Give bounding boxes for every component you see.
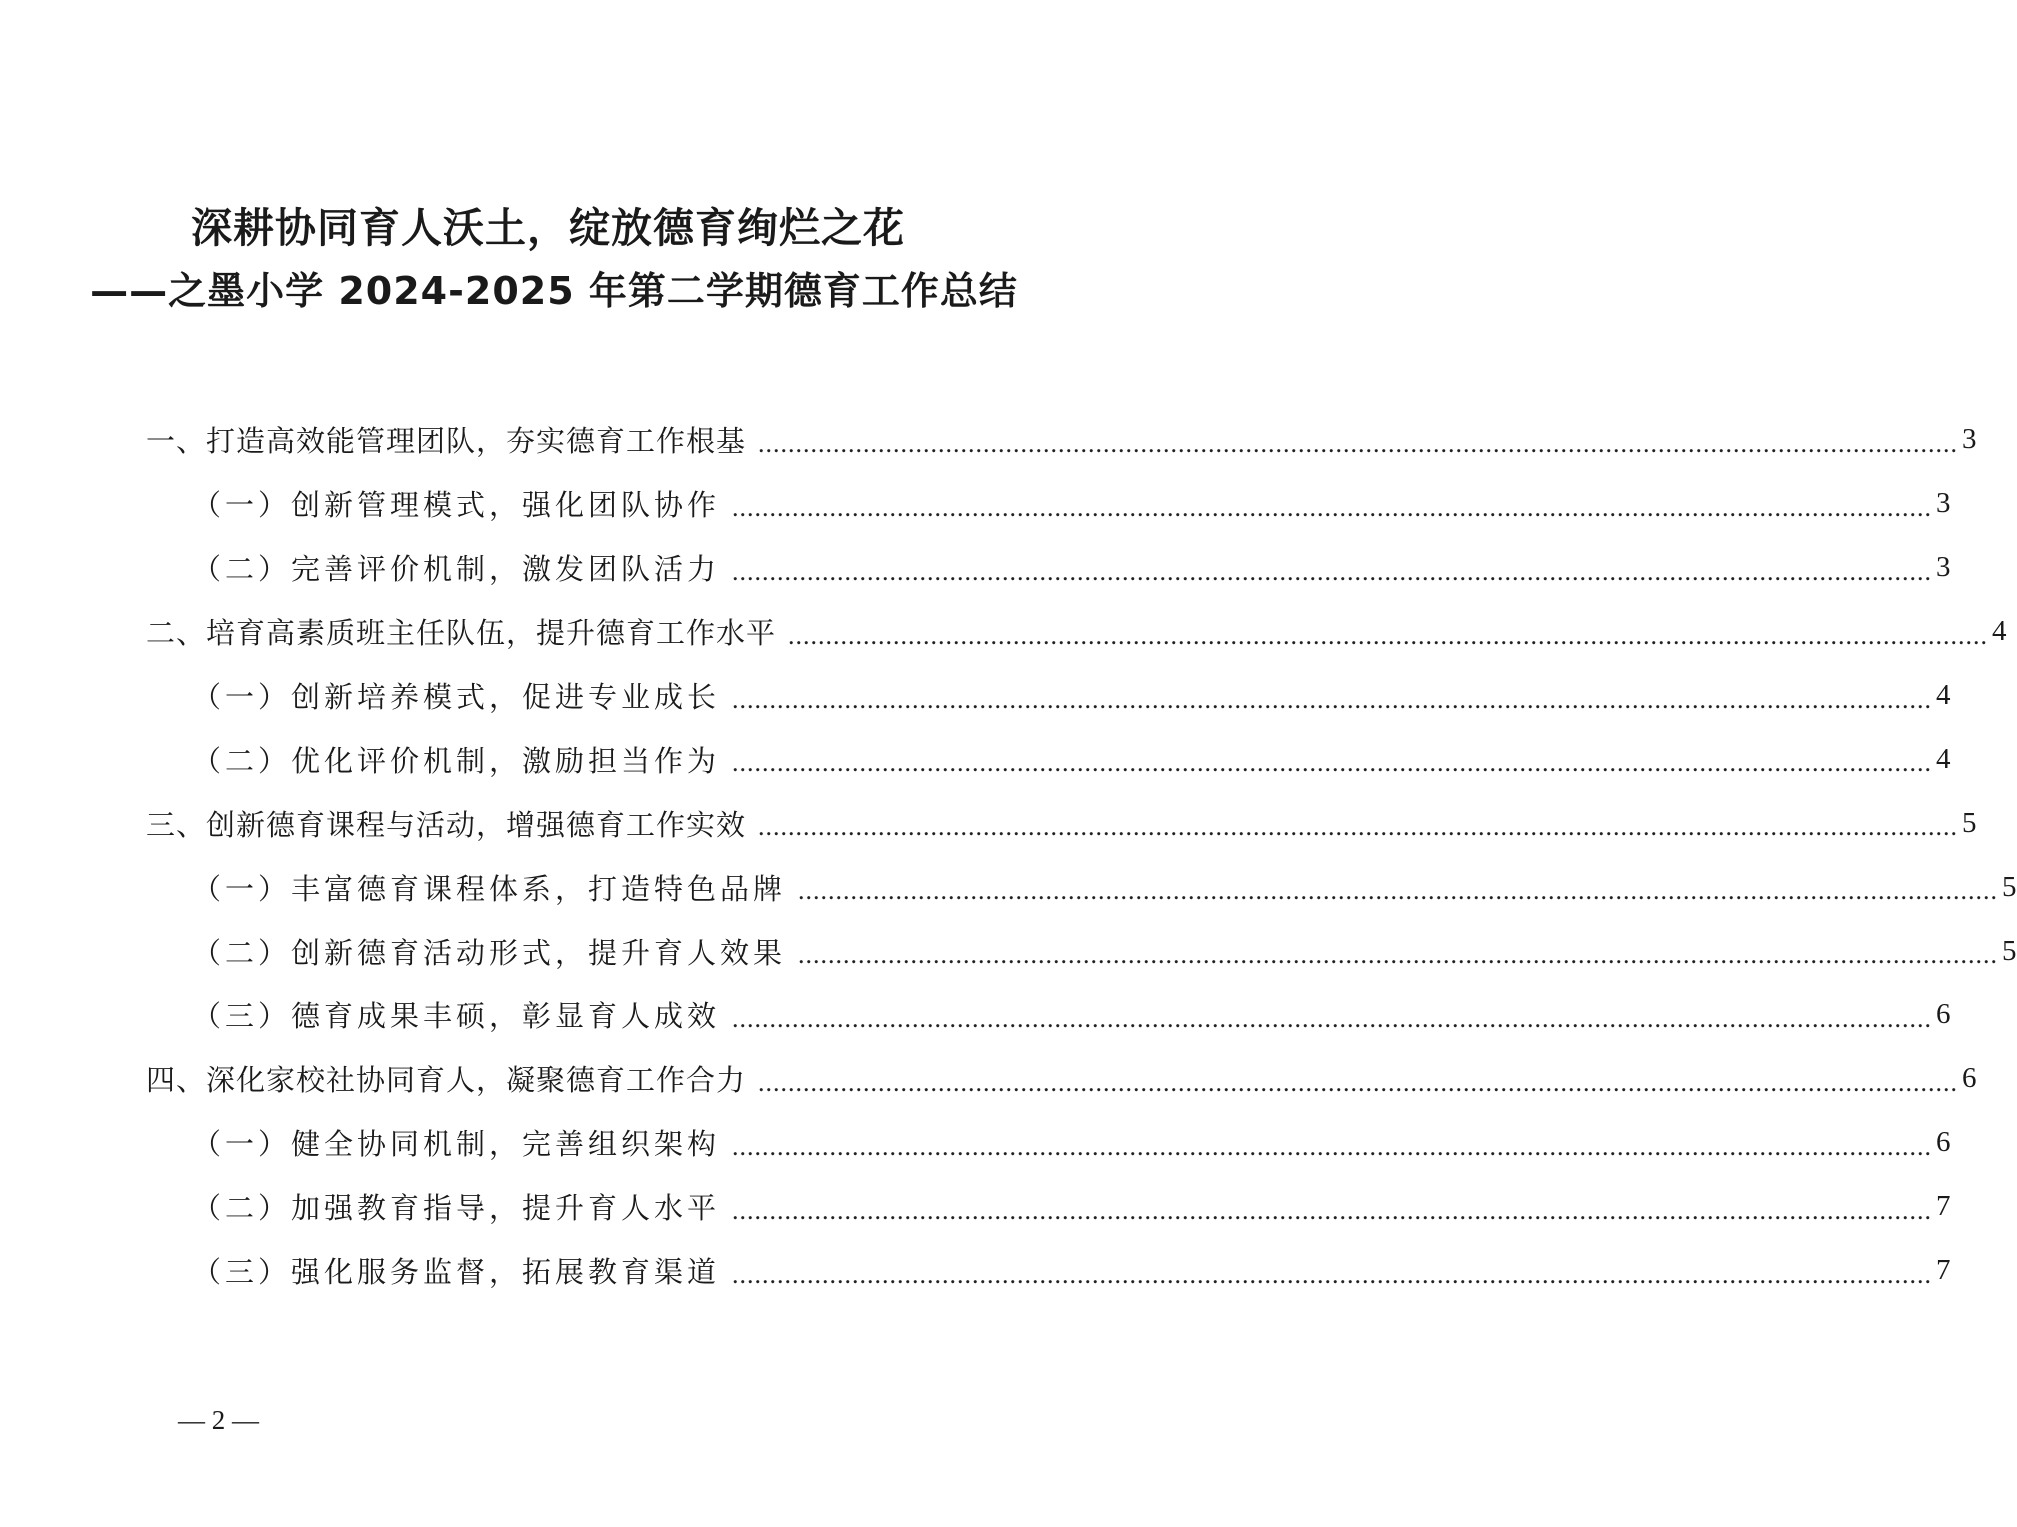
toc-page-number: 6 <box>1936 1126 1951 1159</box>
toc-entry-text: 三、创新德育课程与活动，增强德育工作实效 <box>146 807 747 842</box>
toc-subsection-heading <box>0 1175 1951 1239</box>
toc-page-number: 3 <box>1962 423 1977 456</box>
toc-dot-leader: ................................................................................................................................................................ <box>732 556 1933 586</box>
toc-page-number: 4 <box>1936 679 1951 711</box>
toc-dot-leader: ................................................................................................................................................................ <box>732 684 1933 714</box>
toc-dot-leader: ................................................................................................................................................................ <box>732 1003 1933 1033</box>
toc-dot-leader: ................................................................................................................................................................ <box>798 876 1999 906</box>
toc-entry-text: 二、培育高素质班主任队伍，提升德育工作水平 <box>146 616 777 651</box>
toc-page-number: 3 <box>1936 551 1951 584</box>
table-of-contents <box>0 408 2017 1302</box>
document-subtitle: ——之墨小学 2024-2025 年第二学期德育工作总结 <box>90 269 1018 313</box>
toc-dot-leader: ................................................................................................................................................................ <box>758 428 1959 458</box>
toc-subsection-heading <box>0 1239 1951 1303</box>
toc-section-heading <box>0 408 1977 472</box>
toc-entry-text: （三）强化服务监督，拓展教育渠道 <box>192 1255 721 1290</box>
toc-entry-text: （二）优化评价机制，激励担当作为 <box>192 743 721 778</box>
toc-section-heading <box>0 791 1977 855</box>
toc-section-heading <box>0 1047 1977 1111</box>
toc-page-number: 5 <box>2002 934 2017 967</box>
toc-subsection-heading <box>0 664 1951 728</box>
document-title: 深耕协同育人沃土，绽放德育绚烂之花 <box>191 204 905 252</box>
toc-page-number: 7 <box>1936 1190 1951 1223</box>
toc-entry-text: （一）创新管理模式，强化团队协作 <box>192 488 721 523</box>
toc-dot-leader: ................................................................................................................................................................ <box>732 748 1933 778</box>
toc-entry-text: （三）德育成果丰硕，彰显育人成效 <box>192 999 721 1034</box>
toc-dot-leader: ................................................................................................................................................................ <box>758 1067 1959 1097</box>
toc-entry-text: （一）创新培养模式，促进专业成长 <box>192 680 721 714</box>
toc-dot-leader: ................................................................................................................................................................ <box>788 620 1989 650</box>
toc-page-number: 6 <box>1962 1062 1977 1095</box>
toc-page-number: 5 <box>1962 806 1977 839</box>
toc-entry-text: （二）创新德育活动形式，提升育人效果 <box>192 935 787 970</box>
toc-entry-text: （一）丰富德育课程体系，打造特色品牌 <box>192 871 787 906</box>
toc-page-number: 4 <box>1992 615 2007 648</box>
toc-dot-leader: ................................................................................................................................................................ <box>732 1195 1933 1225</box>
toc-subsection-heading <box>0 1111 1951 1175</box>
page-number: — 2 — <box>178 1405 259 1435</box>
toc-section-heading <box>0 600 2007 664</box>
toc-entry-text: （一）健全协同机制，完善组织架构 <box>192 1127 721 1162</box>
toc-page-number: 3 <box>1936 487 1951 520</box>
toc-entry-text: （二）加强教育指导，提升育人水平 <box>192 1191 721 1226</box>
toc-subsection-heading <box>0 919 2017 983</box>
toc-subsection-heading <box>0 727 1951 791</box>
toc-entry-text: （二）完善评价机制，激发团队活力 <box>192 552 721 587</box>
toc-subsection-heading <box>0 472 1951 536</box>
toc-dot-leader: ................................................................................................................................................................ <box>732 492 1933 522</box>
toc-dot-leader: ................................................................................................................................................................ <box>732 1131 1933 1161</box>
toc-subsection-heading <box>0 855 2017 919</box>
toc-entry-text: 一、打造高效能管理团队，夯实德育工作根基 <box>146 424 747 459</box>
toc-page-number: 5 <box>2002 870 2017 903</box>
toc-dot-leader: ................................................................................................................................................................ <box>732 1259 1933 1289</box>
toc-dot-leader: ................................................................................................................................................................ <box>758 812 1959 842</box>
toc-page-number: 7 <box>1936 1254 1951 1287</box>
toc-entry-text: 四、深化家校社协同育人，凝聚德育工作合力 <box>146 1063 747 1098</box>
toc-page-number: 4 <box>1936 742 1951 775</box>
toc-subsection-heading <box>0 536 1951 600</box>
toc-subsection-heading <box>0 983 1951 1047</box>
toc-page-number: 6 <box>1936 998 1951 1031</box>
toc-dot-leader: ................................................................................................................................................................ <box>798 940 1999 970</box>
